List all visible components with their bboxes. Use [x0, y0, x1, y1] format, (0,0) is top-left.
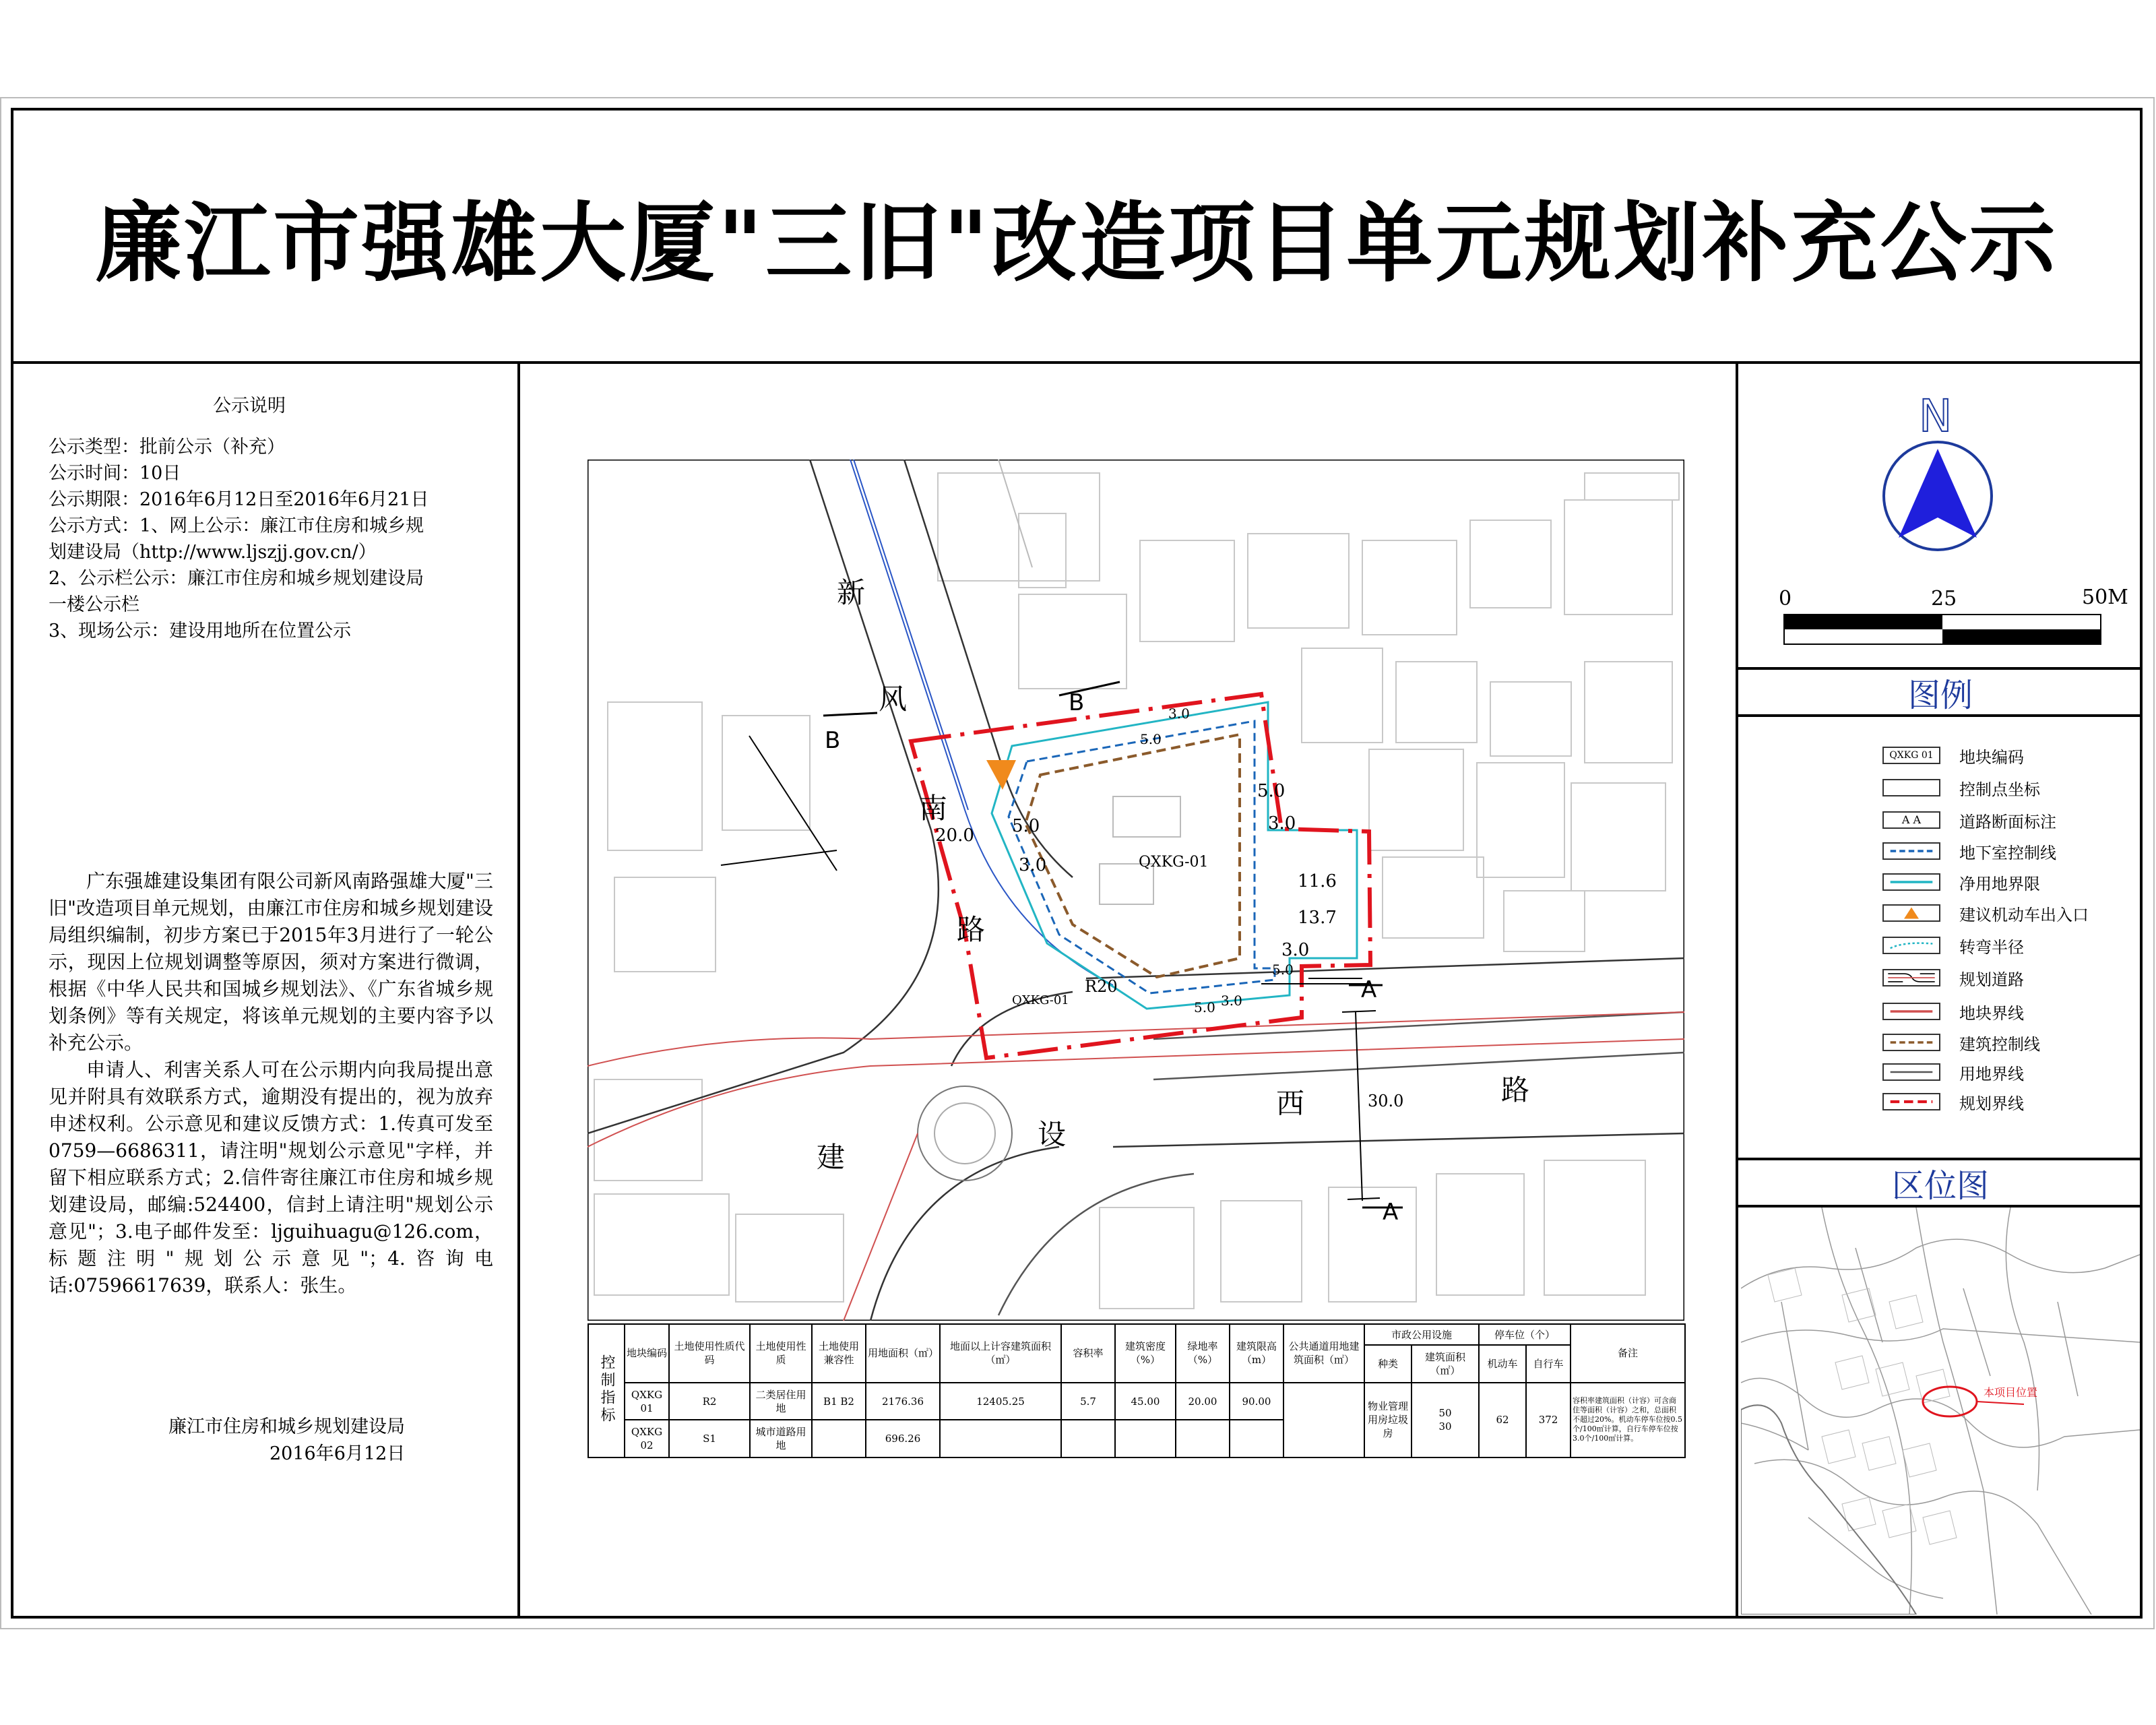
cell-public-passage — [1283, 1383, 1364, 1457]
location-map — [1741, 1208, 2140, 1614]
compass-and-scale — [1738, 364, 2143, 660]
dimension-label: 5.0 — [1194, 999, 1215, 1015]
dimension-label: 3.0 — [1019, 855, 1047, 875]
table-header: 市政公用设施 — [1364, 1324, 1479, 1345]
table-header: 地块编码 — [625, 1324, 669, 1383]
notice-heading: 公示说明 — [213, 396, 286, 416]
cell-density: 45.00 — [1115, 1383, 1176, 1420]
table-subheader: 自行车 — [1526, 1345, 1571, 1383]
legend-item: QXKG 01 地块编码 — [1882, 741, 2138, 771]
notice-paragraph: 申请人、利害关系人可在公示期内向我局提出意见并附具有效联系方式，逾期没有提出的，视为放弃申述权利。公示意见和建议反馈方式：1.传真可发至0759—6686311，请注明"规划公示意见"字样，并留下相应联系方式；2.信件寄往廉江市住房和城乡规划建设局，邮编:524400，信封上请注明"规划公示意见"；3.电子邮件发至：ljguihuagu@126.com，标题注明"规划公示意见"；4.咨询电话:07596617639，联系人：张生。 — [49, 1059, 493, 1296]
title-band — [13, 111, 2140, 364]
table-header: 绿地率（%） — [1176, 1324, 1230, 1383]
table-subheader: 种类 — [1364, 1345, 1412, 1383]
cell-far: 5.7 — [1061, 1383, 1115, 1420]
table-header: 建筑密度（%） — [1115, 1324, 1176, 1383]
dimension-label: 3.0 — [1168, 705, 1190, 722]
signature-date: 2016年6月12日 — [270, 1443, 406, 1464]
table-header: 备注 — [1571, 1324, 1685, 1383]
legend-item: 地块界线 — [1882, 997, 2138, 1027]
page-title: 廉江市强雄大厦"三旧"改造项目单元规划补充公示 — [95, 193, 2058, 294]
control-index-table — [588, 1323, 1684, 1458]
road-label-char: 南 — [919, 792, 948, 825]
table-header: 地面以上计容建筑面积（㎡） — [940, 1324, 1061, 1383]
cell-compat — [812, 1420, 866, 1457]
dimension-label: 3.0 — [1281, 940, 1310, 960]
dimension-label: 3.0 — [1268, 813, 1296, 834]
legend-item: 规划界线 — [1882, 1088, 2138, 1117]
section-label-b: B — [1069, 689, 1085, 716]
cell-far — [1061, 1420, 1115, 1457]
location-road-network — [1741, 1208, 2140, 1614]
legend-swatch-line — [1882, 1063, 1940, 1081]
cell-use-code: R2 — [669, 1383, 750, 1420]
notice-line: 公示类型：批前公示（补充） — [49, 437, 285, 458]
notice-paragraph: 广东强雄建设集团有限公司新风南路强雄大厦"三旧"改造项目单元规划，由廉江市住房和城乡规划建设局组织编制，初步方案已于2015年3月进行了一轮公示，现因上位规划调整等原因，须对方案进行微调，根据《中华人民共和国城乡规划法》、《广东省城乡规划条例》等有关规定，将该单元规划的主要内容予以补充公示。 — [49, 870, 493, 1054]
legend-swatch-code: QXKG 01 — [1882, 747, 1940, 764]
dimension-label: 20.0 — [935, 825, 974, 846]
north-letter: N — [1919, 390, 1953, 442]
section-label-b: B — [825, 727, 841, 754]
table-header: 停车位（个） — [1479, 1324, 1571, 1345]
scale-label: 25 — [1931, 587, 1957, 610]
notice-line: 公示方式：1、网上公示：廉江市住房和城乡规 — [49, 515, 424, 536]
notice-panel — [13, 364, 520, 1616]
table-row — [588, 1383, 1685, 1420]
legend-swatch-line — [1882, 1034, 1940, 1051]
cell-area: 2176.36 — [866, 1383, 940, 1420]
dimension-label: 3.0 — [1221, 993, 1242, 1009]
table-header: 用地面积（㎡） — [866, 1324, 940, 1383]
table-header: 土地使用兼容性 — [812, 1324, 866, 1383]
legend-swatch-line — [1882, 842, 1940, 860]
project-location-marker — [1923, 1387, 1977, 1416]
table-header: 土地使用性质代码 — [669, 1324, 750, 1383]
cell-public-area: 50 30 — [1412, 1383, 1479, 1457]
notice-line: 2、公示栏公示：廉江市住房和城乡规划建设局 — [49, 568, 424, 589]
cell-gfa: 12405.25 — [940, 1383, 1061, 1420]
dimension-label: 5.0 — [1272, 962, 1294, 978]
scale-label: 0 — [1779, 587, 1792, 610]
table-subheader: 机动车 — [1479, 1345, 1526, 1383]
legend-swatch-box — [1882, 779, 1940, 796]
road-label-char: 风 — [879, 683, 908, 716]
cell-use: 二类居住用地 — [750, 1383, 812, 1420]
cell-compat: B1 B2 — [812, 1383, 866, 1420]
cell-note: 容积率建筑面积（计容）可含商住等面积（计容）之和，总面积不超过20%。机动车停车位按0.5个/100㎡计算，自行车停车位按3.0个/100㎡计算。 — [1571, 1383, 1685, 1457]
cell-density — [1115, 1420, 1176, 1457]
cell-public-kind: 物业管理用房垃圾房 — [1364, 1383, 1412, 1457]
table-header: 土地使用性质 — [750, 1324, 812, 1383]
legend-heading: 图例 — [1738, 667, 2143, 717]
legend-item: 用地界线 — [1882, 1058, 2138, 1088]
legend-swatch-line — [1882, 1093, 1940, 1110]
legend-item: 规划道路 — [1882, 964, 2138, 993]
dimension-label: 13.7 — [1298, 908, 1337, 928]
road-label-char: 路 — [1501, 1073, 1530, 1106]
scale-label: 50M — [2082, 586, 2128, 609]
cell-green: 20.00 — [1176, 1383, 1230, 1420]
plot-code-road: QXKG-01 — [1012, 993, 1069, 1007]
cell-green — [1176, 1420, 1230, 1457]
road-label-char: 建 — [817, 1141, 846, 1174]
notice-lines — [49, 434, 493, 644]
legend-item: 转弯半径 — [1882, 931, 2138, 961]
legend-swatch-line — [1882, 937, 1940, 954]
table-header: 公共通道用地建筑面积（㎡） — [1283, 1324, 1364, 1383]
legend-item: 控制点坐标 — [1882, 774, 2138, 803]
dimension-label: 30.0 — [1368, 1092, 1404, 1110]
legend-swatch-triangle — [1882, 904, 1940, 922]
legend-swatch-section: A A — [1882, 811, 1940, 829]
notice-line: 公示期限：2016年6月12日至2016年6月21日 — [49, 489, 429, 510]
table-header: 建筑限高（m） — [1230, 1324, 1283, 1383]
signature — [168, 1414, 406, 1468]
legend-item: 净用地界限 — [1882, 868, 2138, 898]
dimension-label: R20 — [1085, 977, 1118, 996]
cell-area: 696.26 — [866, 1420, 940, 1457]
legend-item: 建议机动车出入口 — [1882, 899, 2138, 929]
dimension-label: 11.6 — [1298, 871, 1337, 891]
table-side-label: 控制指标 — [588, 1324, 625, 1457]
legend-item: A A 道路断面标注 — [1882, 806, 2138, 836]
control-table — [588, 1323, 1686, 1458]
cell-use: 城市道路用地 — [750, 1420, 812, 1457]
location-heading: 区位图 — [1738, 1158, 2143, 1208]
cell-parking-car: 62 — [1479, 1383, 1526, 1457]
cell-code: QXKG 01 — [625, 1383, 669, 1420]
signature-org: 廉江市住房和城乡规划建设局 — [168, 1416, 405, 1437]
legend-item: 建筑控制线 — [1882, 1028, 2138, 1058]
cell-code: QXKG 02 — [625, 1420, 669, 1457]
section-label-a: A — [1383, 1199, 1399, 1226]
table-header: 容积率 — [1061, 1324, 1115, 1383]
cell-parking-bike: 372 — [1526, 1383, 1571, 1457]
dimension-label: 5.0 — [1257, 781, 1286, 801]
dimension-label: 5.0 — [1140, 731, 1162, 747]
table-subheader: 建筑面积（㎡） — [1412, 1345, 1479, 1383]
legend-item: 地下室控制线 — [1882, 837, 2138, 867]
plot-code-main: QXKG-01 — [1139, 854, 1209, 871]
legend-swatch-line — [1882, 873, 1940, 891]
side-panel — [1736, 364, 2140, 1616]
cell-gfa — [940, 1420, 1061, 1457]
legend-swatch-road — [1882, 969, 1940, 986]
notice-line: 划建设局（http://www.ljszjj.gov.cn/） — [49, 542, 377, 563]
notice-line: 3、现场公示：建设用地所在位置公示 — [49, 621, 352, 641]
project-location-label: 本项目位置 — [1984, 1386, 2038, 1399]
road-label-char: 设 — [1038, 1118, 1067, 1151]
site-plan-map — [588, 460, 1684, 1321]
notice-line: 一楼公示栏 — [49, 594, 139, 615]
notice-line: 公示时间：10日 — [49, 463, 181, 484]
dimension-label: 5.0 — [1012, 816, 1040, 836]
road-label-char: 西 — [1276, 1087, 1305, 1120]
cell-height: 90.00 — [1230, 1383, 1283, 1420]
legend-swatch-line — [1882, 1003, 1940, 1020]
cell-use-code: S1 — [669, 1420, 750, 1457]
cell-height — [1230, 1420, 1283, 1457]
section-label-a: A — [1361, 976, 1377, 1003]
road-label-char: 路 — [957, 913, 986, 946]
road-label-char: 新 — [837, 576, 866, 609]
notice-body — [49, 868, 493, 1299]
